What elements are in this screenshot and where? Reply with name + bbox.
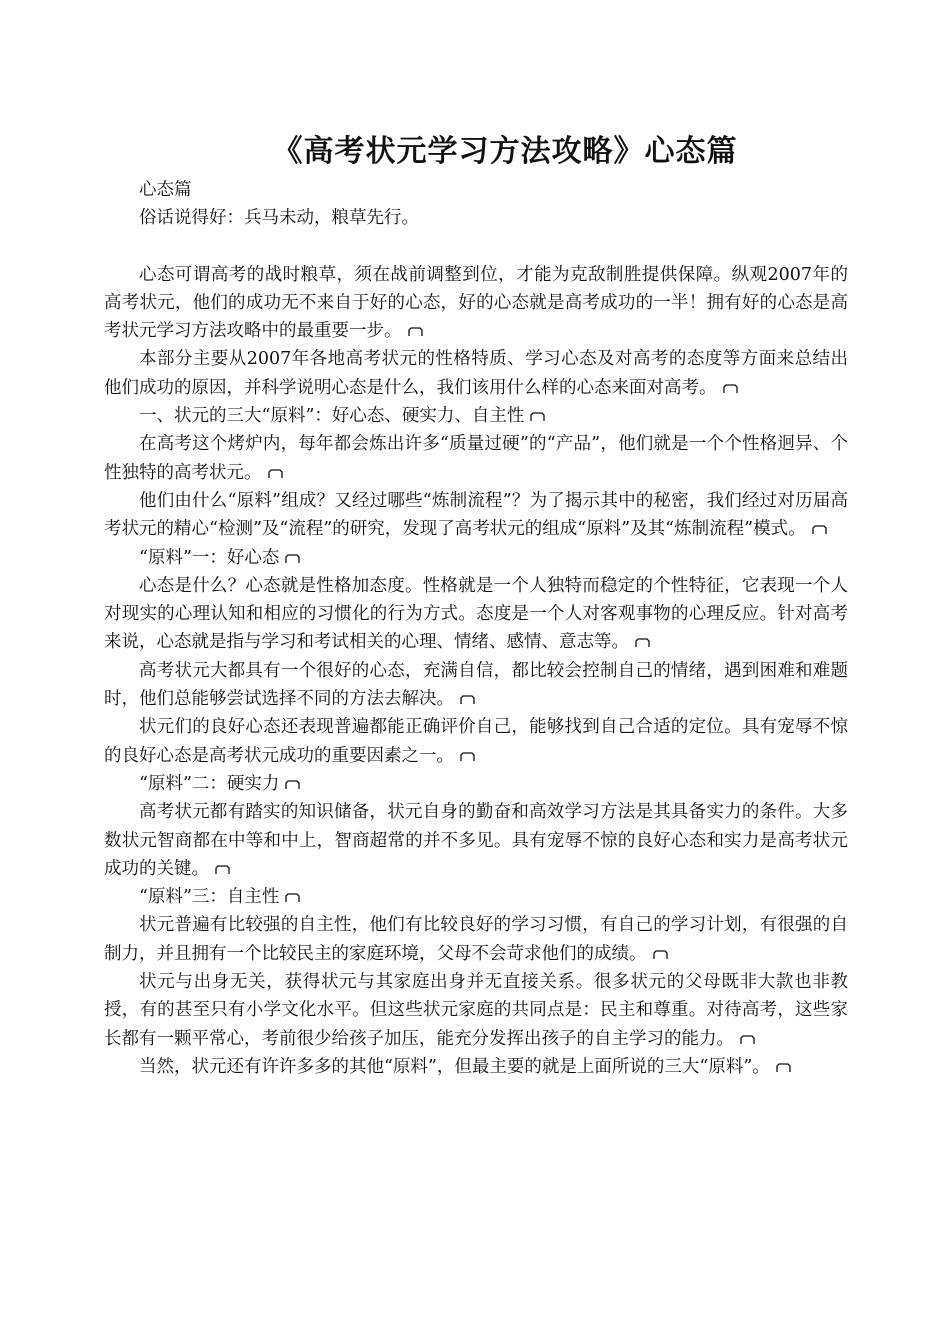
paragraph-mark-icon [740,1035,755,1045]
paragraph [104,572,848,657]
paragraph-mark-icon [460,695,475,705]
paragraph-text: 本部分主要从2007年各地高考状元的性格特质、学习心态及对高考的态度等方面来总结出他们成功的原因，并科学说明心态是什么，我们该用什么样的心态来面对高考。 [104,349,848,398]
paragraph-text: “原料”三：自主性 [139,887,280,908]
paragraph-text: 在高考这个烤炉内，每年都会炼出许多“质量过硬”的“产品”，他们就是一个个性格迥异、个性独特的高考状元。 [104,434,848,483]
blank-line [104,233,848,261]
paragraph-text: “原料”一：好心态 [139,547,280,568]
paragraph [104,345,848,402]
paragraph [104,544,848,572]
paragraph-text: 俗话说得好：兵马未动，粮草先行。 [139,208,419,229]
paragraph-text: 心态篇 [139,180,192,200]
paragraph [104,968,848,1053]
document-title: 《高考状元学习方法攻略》心态篇 [272,134,738,169]
paragraph [104,911,848,968]
paragraph-text: 心态是什么？心态就是性格加态度。性格就是一个人独特而稳定的个性特征，它表现一个人对现实的心理认知和相应的习惯化的行为方式。态度是一个人对客观事物的心理反应。针对高考来说，心态就是指与学习和考试相关的心理、情绪、感情、意志等。 [104,575,848,653]
paragraph-mark-icon [653,950,668,960]
paragraph-text: 状元们的良好心态还表现普遍都能正确评价自己，能够找到自己合适的定位。具有宠辱不惊的良好心态是高考状元成功的重要因素之一。 [104,717,848,766]
paragraph-text: 状元普遍有比较强的自主性，他们有比较良好的学习习惯，有自己的学习计划，有很强的自制力，并且拥有一个比较民主的家庭环境，父母不会苛求他们的成绩。 [104,915,848,964]
paragraph-text: 一、状元的三大“原料”：好心态、硬实力、自主性 [139,406,525,427]
paragraph-text: 状元与出身无关，获得状元与其家庭出身并无直接关系。很多状元的父母既非大款也非教授，有的甚至只有小学文化水平。但这些状元家庭的共同点是：民主和尊重。对待高考，这些家长都有一颗平常心，考前很少给孩子加压，能充分发挥出孩子的自主学习的能力。 [104,972,848,1049]
paragraph-mark-icon [268,469,283,479]
paragraph-mark-icon [215,865,230,875]
paragraph [104,713,848,770]
paragraph-text: 高考状元都有踏实的知识储备，状元自身的勤奋和高效学习方法是其具备实力的条件。大多数状元智商都在中等和中上，智商超常的并不多见。具有宠辱不惊的良好心态和实力是高考状元成功的关键。 [104,802,848,879]
paragraph [104,430,848,487]
paragraph [104,1053,848,1081]
paragraph [104,798,848,883]
paragraph-mark-icon [635,638,650,648]
paragraph-text: 心态可谓高考的战时粮草，须在战前调整到位，才能为克敌制胜提供保障。纵观2007年的高考状元，他们的成功无不来自于好的心态，好的心态就是高考成功的一半！拥有好的心态是高考状元学习方法攻略中的最重要一步。 [104,264,848,342]
paragraph [104,770,848,798]
paragraph-mark-icon [723,384,738,394]
paragraph-mark-icon [812,525,827,535]
paragraph-mark-icon [408,327,423,337]
paragraph [104,487,848,544]
paragraph [104,261,848,346]
paragraph-mark-icon [530,412,545,422]
paragraph [104,176,848,204]
paragraph-mark-icon [285,893,300,903]
paragraph [104,402,848,430]
document-body [104,176,848,1081]
paragraph [104,657,848,714]
paragraph-mark-icon [285,554,300,564]
paragraph-mark-icon [776,1063,791,1073]
paragraph [104,883,848,911]
paragraph-text: 他们由什么“原料”组成？又经过哪些“炼制流程”？为了揭示其中的秘密，我们经过对历届高考状元的精心“检测”及“流程”的研究，发现了高考状元的组成“原料”及其“炼制流程”模式。 [104,490,848,540]
paragraph-mark-icon [285,780,300,790]
paragraph-mark-icon [460,752,475,762]
paragraph-text: 当然，状元还有许许多多的其他“原料”，但最主要的就是上面所说的三大“原料”。 [139,1056,770,1077]
paragraph [104,204,848,232]
paragraph-text: “原料”二：硬实力 [139,773,280,794]
paragraph-text: 高考状元大都具有一个很好的心态，充满自信，都比较会控制自己的情绪，遇到困难和难题时，他们总能够尝试选择不同的方法去解决。 [104,660,848,710]
